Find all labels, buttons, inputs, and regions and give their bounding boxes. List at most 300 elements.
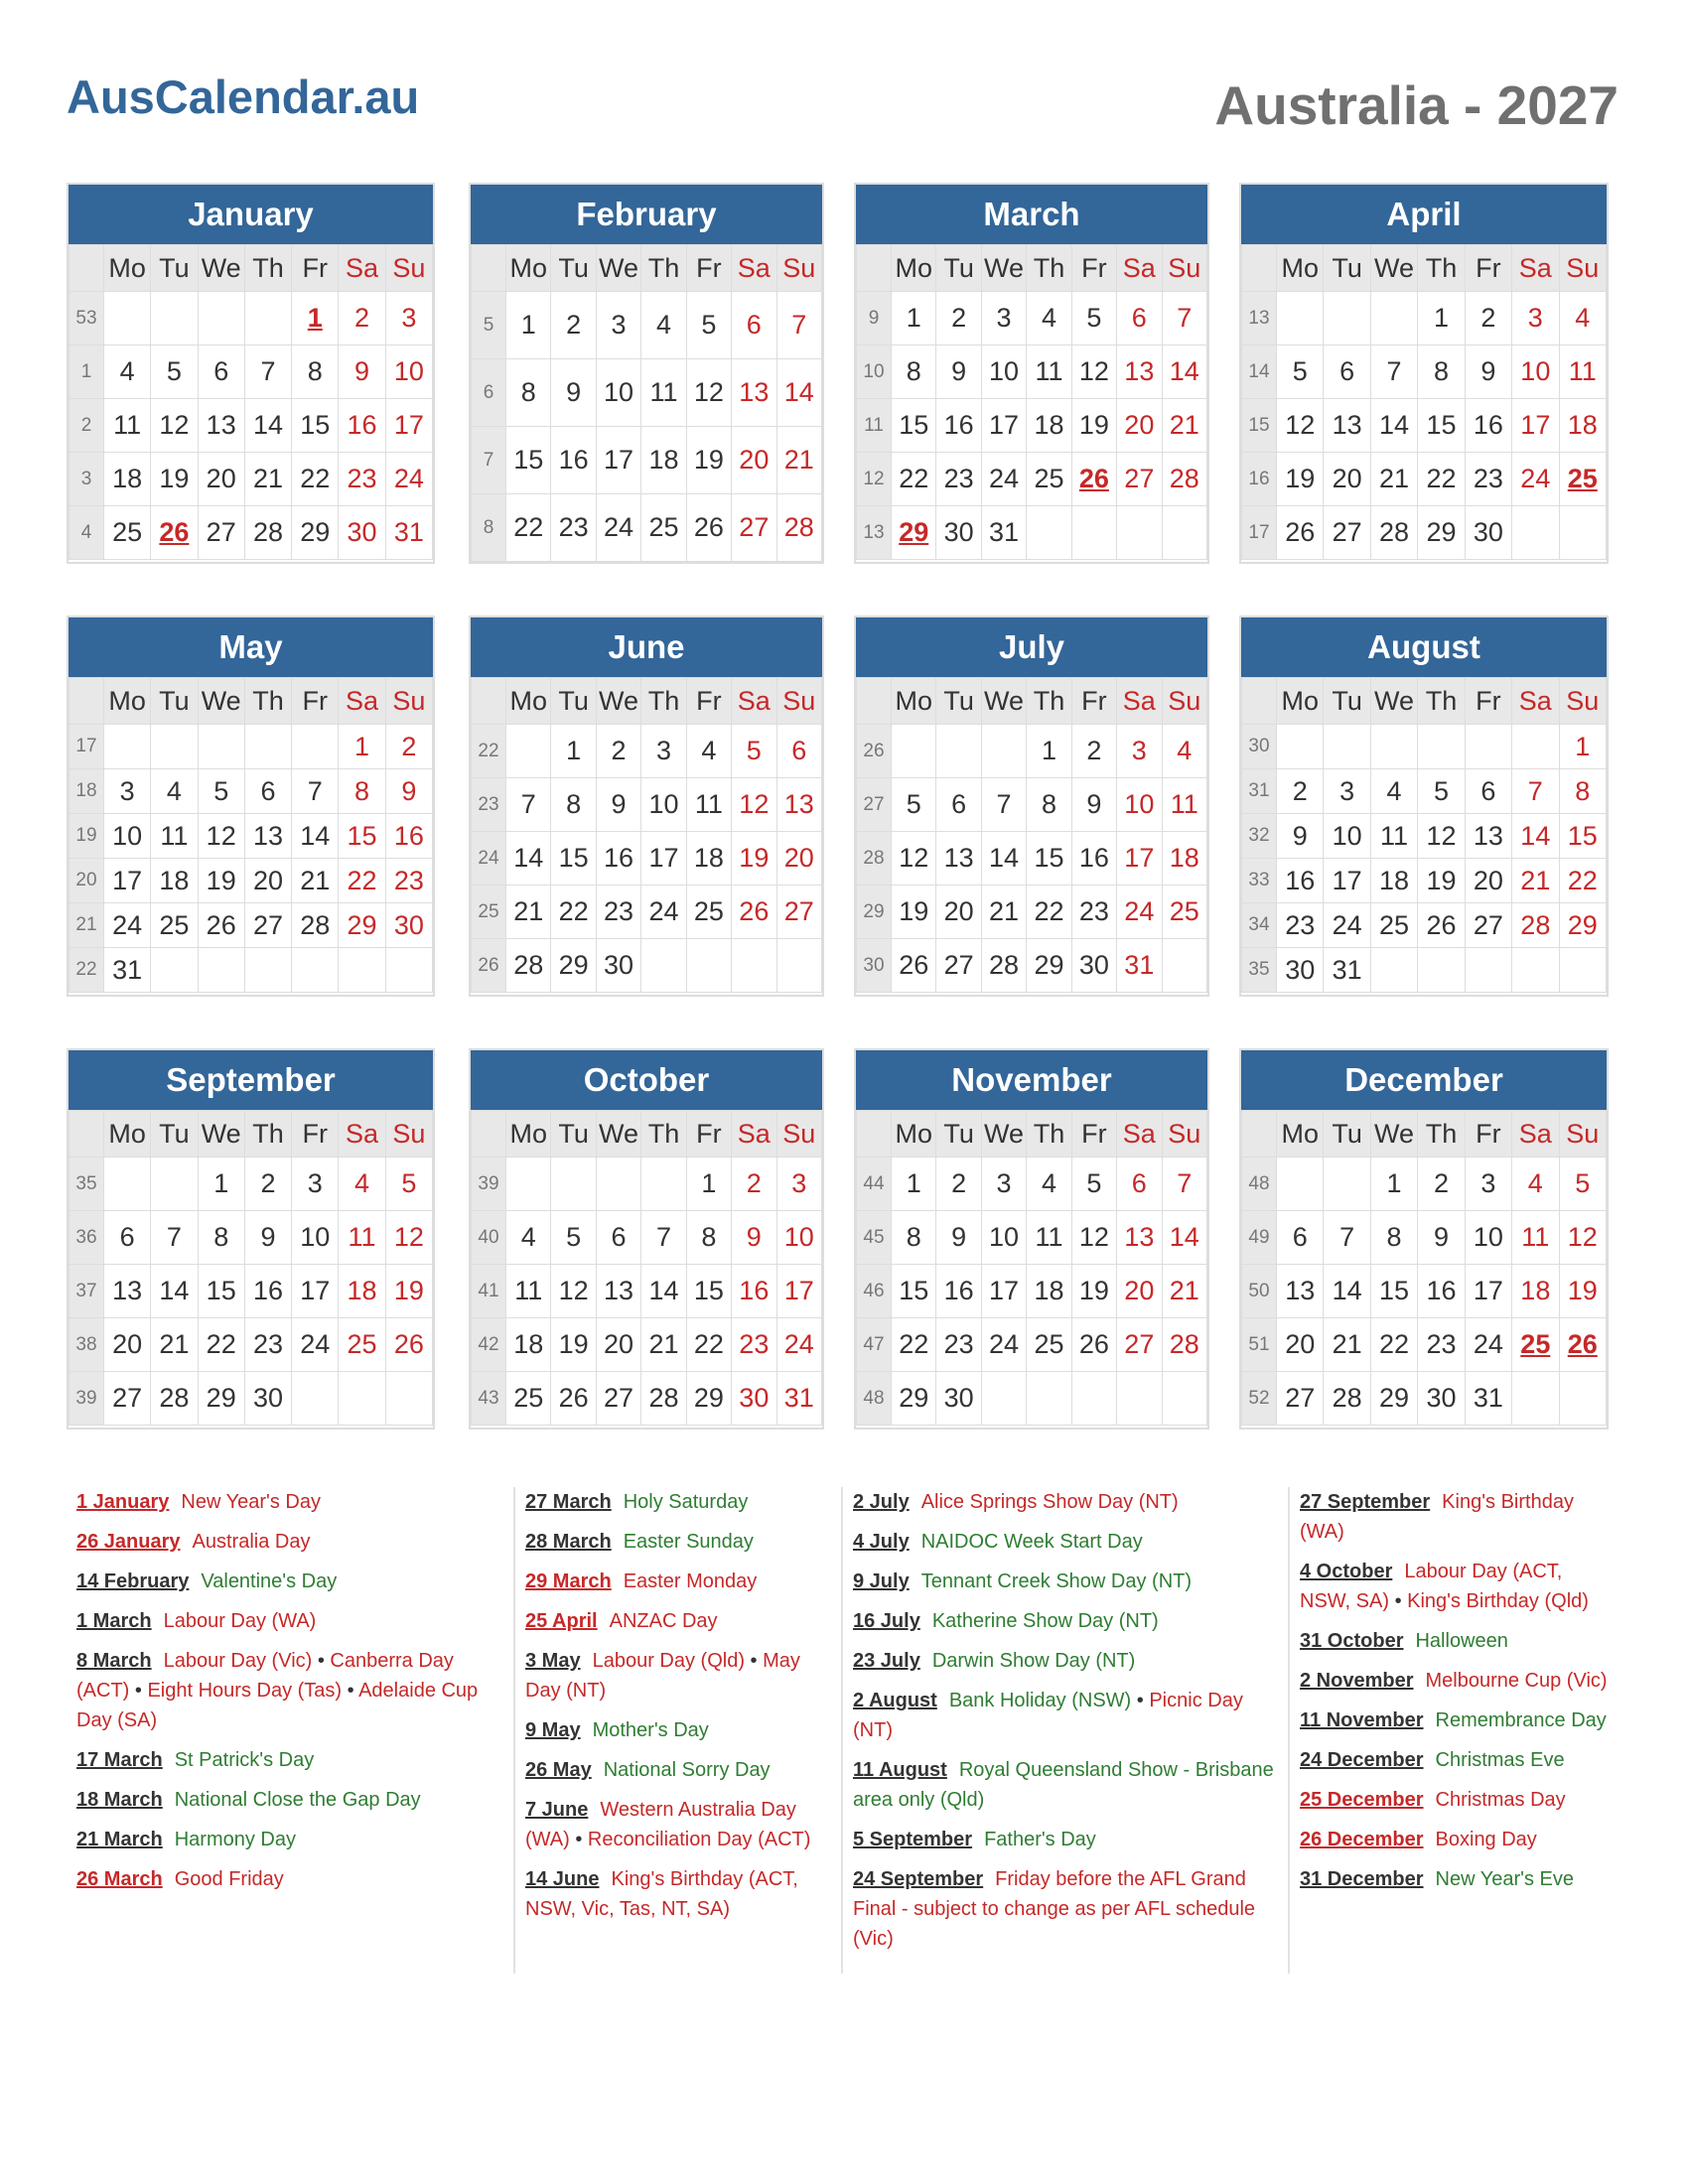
day-cell[interactable]: 17 xyxy=(641,832,686,886)
day-cell[interactable]: 16 xyxy=(1418,1265,1465,1318)
day-cell[interactable]: 14 xyxy=(1512,814,1559,859)
day-cell[interactable]: 29 xyxy=(892,506,936,560)
day-cell[interactable]: 17 xyxy=(776,1265,821,1318)
day-cell[interactable]: 4 xyxy=(506,1211,551,1265)
day-cell[interactable]: 20 xyxy=(936,886,981,939)
day-cell[interactable]: 3 xyxy=(1117,725,1162,778)
day-cell[interactable]: 9 xyxy=(1071,778,1116,832)
day-cell[interactable]: 15 xyxy=(1559,814,1606,859)
day-cell[interactable]: 7 xyxy=(641,1211,686,1265)
day-cell[interactable]: 12 xyxy=(1418,814,1465,859)
day-cell[interactable]: 12 xyxy=(732,778,776,832)
day-cell[interactable]: 12 xyxy=(1071,1211,1116,1265)
day-cell[interactable]: 25 xyxy=(151,903,198,948)
day-cell[interactable]: 5 xyxy=(1559,1158,1606,1211)
day-cell[interactable]: 8 xyxy=(339,769,385,814)
day-cell[interactable]: 27 xyxy=(732,494,776,562)
day-cell[interactable]: 14 xyxy=(244,399,291,453)
day-cell[interactable]: 20 xyxy=(732,427,776,494)
day-cell[interactable]: 30 xyxy=(596,939,640,993)
day-cell[interactable]: 22 xyxy=(892,453,936,506)
day-cell[interactable]: 20 xyxy=(776,832,821,886)
day-cell[interactable]: 8 xyxy=(892,345,936,399)
day-cell[interactable]: 18 xyxy=(1027,1265,1071,1318)
day-cell[interactable]: 3 xyxy=(981,292,1026,345)
day-cell[interactable]: 18 xyxy=(1370,859,1417,903)
day-cell[interactable]: 16 xyxy=(339,399,385,453)
day-cell[interactable]: 19 xyxy=(151,453,198,506)
day-cell[interactable]: 29 xyxy=(551,939,596,993)
day-cell[interactable]: 9 xyxy=(1277,814,1324,859)
day-cell[interactable]: 23 xyxy=(936,453,981,506)
day-cell[interactable]: 19 xyxy=(1277,453,1324,506)
day-cell[interactable]: 30 xyxy=(1418,1372,1465,1426)
day-cell[interactable]: 9 xyxy=(244,1211,291,1265)
day-cell[interactable]: 4 xyxy=(151,769,198,814)
day-cell[interactable]: 21 xyxy=(1512,859,1559,903)
day-cell[interactable]: 1 xyxy=(1418,292,1465,345)
day-cell[interactable]: 27 xyxy=(244,903,291,948)
day-cell[interactable]: 5 xyxy=(686,292,731,359)
day-cell[interactable]: 1 xyxy=(1559,725,1606,769)
day-cell[interactable]: 11 xyxy=(1027,345,1071,399)
day-cell[interactable]: 5 xyxy=(892,778,936,832)
day-cell[interactable]: 20 xyxy=(1465,859,1511,903)
day-cell[interactable]: 27 xyxy=(1465,903,1511,948)
day-cell[interactable]: 28 xyxy=(506,939,551,993)
day-cell[interactable]: 4 xyxy=(641,292,686,359)
day-cell[interactable]: 5 xyxy=(1277,345,1324,399)
day-cell[interactable]: 9 xyxy=(732,1211,776,1265)
day-cell[interactable]: 14 xyxy=(776,359,821,427)
day-cell[interactable]: 9 xyxy=(936,1211,981,1265)
day-cell[interactable]: 3 xyxy=(981,1158,1026,1211)
day-cell[interactable]: 8 xyxy=(551,778,596,832)
day-cell[interactable]: 16 xyxy=(936,399,981,453)
day-cell[interactable]: 30 xyxy=(385,903,432,948)
day-cell[interactable]: 17 xyxy=(1512,399,1559,453)
day-cell[interactable]: 21 xyxy=(981,886,1026,939)
day-cell[interactable]: 25 xyxy=(506,1372,551,1426)
day-cell[interactable]: 25 xyxy=(1370,903,1417,948)
day-cell[interactable]: 28 xyxy=(1370,506,1417,560)
day-cell[interactable]: 20 xyxy=(1324,453,1370,506)
day-cell[interactable]: 13 xyxy=(732,359,776,427)
day-cell[interactable]: 6 xyxy=(596,1211,640,1265)
day-cell[interactable]: 15 xyxy=(198,1265,244,1318)
day-cell[interactable]: 2 xyxy=(551,292,596,359)
day-cell[interactable]: 21 xyxy=(1370,453,1417,506)
day-cell[interactable]: 9 xyxy=(385,769,432,814)
day-cell[interactable]: 24 xyxy=(776,1318,821,1372)
day-cell[interactable]: 5 xyxy=(198,769,244,814)
day-cell[interactable]: 14 xyxy=(641,1265,686,1318)
day-cell[interactable]: 23 xyxy=(244,1318,291,1372)
day-cell[interactable]: 15 xyxy=(1027,832,1071,886)
day-cell[interactable]: 24 xyxy=(104,903,151,948)
day-cell[interactable]: 28 xyxy=(292,903,339,948)
day-cell[interactable]: 3 xyxy=(104,769,151,814)
site-logo[interactable]: AusCalendar.au xyxy=(67,70,420,123)
day-cell[interactable]: 30 xyxy=(732,1372,776,1426)
day-cell[interactable]: 22 xyxy=(339,859,385,903)
day-cell[interactable]: 31 xyxy=(776,1372,821,1426)
day-cell[interactable]: 14 xyxy=(1370,399,1417,453)
day-cell[interactable]: 2 xyxy=(732,1158,776,1211)
day-cell[interactable]: 26 xyxy=(198,903,244,948)
day-cell[interactable]: 13 xyxy=(244,814,291,859)
day-cell[interactable]: 6 xyxy=(936,778,981,832)
day-cell[interactable]: 26 xyxy=(551,1372,596,1426)
day-cell[interactable]: 11 xyxy=(686,778,731,832)
day-cell[interactable]: 22 xyxy=(506,494,551,562)
day-cell[interactable]: 27 xyxy=(1277,1372,1324,1426)
day-cell[interactable]: 25 xyxy=(686,886,731,939)
day-cell[interactable]: 23 xyxy=(1071,886,1116,939)
day-cell[interactable]: 13 xyxy=(776,778,821,832)
day-cell[interactable]: 28 xyxy=(641,1372,686,1426)
day-cell[interactable]: 30 xyxy=(1465,506,1511,560)
day-cell[interactable]: 6 xyxy=(1324,345,1370,399)
day-cell[interactable]: 27 xyxy=(776,886,821,939)
day-cell[interactable]: 6 xyxy=(1465,769,1511,814)
day-cell[interactable]: 13 xyxy=(596,1265,640,1318)
day-cell[interactable]: 20 xyxy=(1277,1318,1324,1372)
day-cell[interactable]: 15 xyxy=(1418,399,1465,453)
day-cell[interactable]: 30 xyxy=(244,1372,291,1426)
day-cell[interactable]: 25 xyxy=(104,506,151,560)
day-cell[interactable]: 3 xyxy=(1512,292,1559,345)
day-cell[interactable]: 18 xyxy=(1559,399,1606,453)
day-cell[interactable]: 22 xyxy=(1370,1318,1417,1372)
day-cell[interactable]: 18 xyxy=(1512,1265,1559,1318)
day-cell[interactable]: 17 xyxy=(1324,859,1370,903)
day-cell[interactable]: 8 xyxy=(686,1211,731,1265)
day-cell[interactable]: 1 xyxy=(198,1158,244,1211)
day-cell[interactable]: 6 xyxy=(244,769,291,814)
day-cell[interactable]: 5 xyxy=(1071,292,1116,345)
day-cell[interactable]: 18 xyxy=(339,1265,385,1318)
day-cell[interactable]: 8 xyxy=(1559,769,1606,814)
day-cell[interactable]: 20 xyxy=(1117,399,1162,453)
day-cell[interactable]: 4 xyxy=(1512,1158,1559,1211)
day-cell[interactable]: 12 xyxy=(1559,1211,1606,1265)
day-cell[interactable]: 22 xyxy=(292,453,339,506)
day-cell[interactable]: 3 xyxy=(596,292,640,359)
day-cell[interactable]: 13 xyxy=(1277,1265,1324,1318)
day-cell[interactable]: 28 xyxy=(776,494,821,562)
day-cell[interactable]: 11 xyxy=(339,1211,385,1265)
day-cell[interactable]: 8 xyxy=(198,1211,244,1265)
day-cell[interactable]: 3 xyxy=(292,1158,339,1211)
day-cell[interactable]: 23 xyxy=(385,859,432,903)
day-cell[interactable]: 21 xyxy=(641,1318,686,1372)
day-cell[interactable]: 22 xyxy=(892,1318,936,1372)
day-cell[interactable]: 17 xyxy=(981,399,1026,453)
day-cell[interactable]: 19 xyxy=(1071,399,1116,453)
day-cell[interactable]: 6 xyxy=(198,345,244,399)
day-cell[interactable]: 25 xyxy=(339,1318,385,1372)
day-cell[interactable]: 20 xyxy=(1117,1265,1162,1318)
day-cell[interactable]: 19 xyxy=(732,832,776,886)
day-cell[interactable]: 2 xyxy=(936,1158,981,1211)
day-cell[interactable]: 9 xyxy=(339,345,385,399)
day-cell[interactable]: 21 xyxy=(1162,1265,1206,1318)
day-cell[interactable]: 11 xyxy=(1370,814,1417,859)
day-cell[interactable]: 16 xyxy=(596,832,640,886)
day-cell[interactable]: 8 xyxy=(892,1211,936,1265)
day-cell[interactable]: 21 xyxy=(151,1318,198,1372)
day-cell[interactable]: 5 xyxy=(732,725,776,778)
day-cell[interactable]: 17 xyxy=(1465,1265,1511,1318)
day-cell[interactable]: 12 xyxy=(198,814,244,859)
day-cell[interactable]: 18 xyxy=(641,427,686,494)
day-cell[interactable]: 19 xyxy=(551,1318,596,1372)
day-cell[interactable]: 1 xyxy=(292,292,339,345)
day-cell[interactable]: 26 xyxy=(732,886,776,939)
day-cell[interactable]: 15 xyxy=(551,832,596,886)
day-cell[interactable]: 2 xyxy=(385,725,432,769)
day-cell[interactable]: 18 xyxy=(151,859,198,903)
day-cell[interactable]: 14 xyxy=(1162,1211,1206,1265)
day-cell[interactable]: 2 xyxy=(936,292,981,345)
day-cell[interactable]: 26 xyxy=(1071,1318,1116,1372)
day-cell[interactable]: 2 xyxy=(244,1158,291,1211)
day-cell[interactable]: 7 xyxy=(151,1211,198,1265)
day-cell[interactable]: 27 xyxy=(936,939,981,993)
day-cell[interactable]: 5 xyxy=(551,1211,596,1265)
day-cell[interactable]: 8 xyxy=(1370,1211,1417,1265)
day-cell[interactable]: 2 xyxy=(1071,725,1116,778)
day-cell[interactable]: 26 xyxy=(1071,453,1116,506)
day-cell[interactable]: 29 xyxy=(1418,506,1465,560)
day-cell[interactable]: 20 xyxy=(198,453,244,506)
day-cell[interactable]: 21 xyxy=(1324,1318,1370,1372)
day-cell[interactable]: 14 xyxy=(1324,1265,1370,1318)
day-cell[interactable]: 23 xyxy=(596,886,640,939)
day-cell[interactable]: 10 xyxy=(385,345,432,399)
day-cell[interactable]: 26 xyxy=(1559,1318,1606,1372)
day-cell[interactable]: 25 xyxy=(1027,453,1071,506)
day-cell[interactable]: 5 xyxy=(151,345,198,399)
day-cell[interactable]: 10 xyxy=(104,814,151,859)
day-cell[interactable]: 28 xyxy=(151,1372,198,1426)
day-cell[interactable]: 1 xyxy=(892,1158,936,1211)
day-cell[interactable]: 16 xyxy=(551,427,596,494)
day-cell[interactable]: 13 xyxy=(104,1265,151,1318)
day-cell[interactable]: 25 xyxy=(1162,886,1206,939)
day-cell[interactable]: 28 xyxy=(1162,1318,1206,1372)
day-cell[interactable]: 24 xyxy=(981,453,1026,506)
day-cell[interactable]: 16 xyxy=(732,1265,776,1318)
day-cell[interactable]: 14 xyxy=(1162,345,1206,399)
day-cell[interactable]: 15 xyxy=(339,814,385,859)
day-cell[interactable]: 27 xyxy=(1117,1318,1162,1372)
day-cell[interactable]: 13 xyxy=(1324,399,1370,453)
day-cell[interactable]: 4 xyxy=(339,1158,385,1211)
day-cell[interactable]: 24 xyxy=(641,886,686,939)
day-cell[interactable]: 11 xyxy=(641,359,686,427)
day-cell[interactable]: 19 xyxy=(1071,1265,1116,1318)
day-cell[interactable]: 9 xyxy=(936,345,981,399)
day-cell[interactable]: 2 xyxy=(596,725,640,778)
day-cell[interactable]: 13 xyxy=(1117,1211,1162,1265)
day-cell[interactable]: 11 xyxy=(506,1265,551,1318)
day-cell[interactable]: 17 xyxy=(385,399,432,453)
day-cell[interactable]: 19 xyxy=(1418,859,1465,903)
day-cell[interactable]: 30 xyxy=(936,1372,981,1426)
day-cell[interactable]: 3 xyxy=(641,725,686,778)
day-cell[interactable]: 12 xyxy=(1277,399,1324,453)
day-cell[interactable]: 27 xyxy=(596,1372,640,1426)
day-cell[interactable]: 3 xyxy=(1324,769,1370,814)
day-cell[interactable]: 11 xyxy=(1162,778,1206,832)
day-cell[interactable]: 19 xyxy=(1559,1265,1606,1318)
day-cell[interactable]: 8 xyxy=(1418,345,1465,399)
day-cell[interactable]: 1 xyxy=(506,292,551,359)
day-cell[interactable]: 28 xyxy=(1162,453,1206,506)
day-cell[interactable]: 16 xyxy=(936,1265,981,1318)
day-cell[interactable]: 6 xyxy=(1117,1158,1162,1211)
day-cell[interactable]: 19 xyxy=(385,1265,432,1318)
day-cell[interactable]: 15 xyxy=(686,1265,731,1318)
day-cell[interactable]: 17 xyxy=(104,859,151,903)
day-cell[interactable]: 11 xyxy=(1027,1211,1071,1265)
day-cell[interactable]: 7 xyxy=(1162,292,1206,345)
day-cell[interactable]: 6 xyxy=(1277,1211,1324,1265)
day-cell[interactable]: 1 xyxy=(551,725,596,778)
day-cell[interactable]: 12 xyxy=(151,399,198,453)
day-cell[interactable]: 22 xyxy=(1559,859,1606,903)
day-cell[interactable]: 1 xyxy=(1370,1158,1417,1211)
day-cell[interactable]: 14 xyxy=(506,832,551,886)
day-cell[interactable]: 24 xyxy=(981,1318,1026,1372)
day-cell[interactable]: 10 xyxy=(1465,1211,1511,1265)
day-cell[interactable]: 30 xyxy=(1071,939,1116,993)
day-cell[interactable]: 28 xyxy=(244,506,291,560)
day-cell[interactable]: 12 xyxy=(551,1265,596,1318)
day-cell[interactable]: 23 xyxy=(1277,903,1324,948)
day-cell[interactable]: 10 xyxy=(981,1211,1026,1265)
day-cell[interactable]: 10 xyxy=(1324,814,1370,859)
day-cell[interactable]: 24 xyxy=(596,494,640,562)
day-cell[interactable]: 26 xyxy=(1418,903,1465,948)
day-cell[interactable]: 9 xyxy=(1465,345,1511,399)
day-cell[interactable]: 16 xyxy=(1277,859,1324,903)
day-cell[interactable]: 10 xyxy=(776,1211,821,1265)
day-cell[interactable]: 31 xyxy=(1117,939,1162,993)
day-cell[interactable]: 16 xyxy=(1465,399,1511,453)
day-cell[interactable]: 7 xyxy=(776,292,821,359)
day-cell[interactable]: 22 xyxy=(1027,886,1071,939)
day-cell[interactable]: 9 xyxy=(596,778,640,832)
day-cell[interactable]: 19 xyxy=(198,859,244,903)
day-cell[interactable]: 26 xyxy=(892,939,936,993)
day-cell[interactable]: 9 xyxy=(1418,1211,1465,1265)
day-cell[interactable]: 13 xyxy=(1117,345,1162,399)
day-cell[interactable]: 27 xyxy=(1324,506,1370,560)
day-cell[interactable]: 1 xyxy=(1027,725,1071,778)
day-cell[interactable]: 8 xyxy=(506,359,551,427)
day-cell[interactable]: 4 xyxy=(104,345,151,399)
day-cell[interactable]: 21 xyxy=(292,859,339,903)
day-cell[interactable]: 23 xyxy=(551,494,596,562)
day-cell[interactable]: 21 xyxy=(506,886,551,939)
day-cell[interactable]: 31 xyxy=(981,506,1026,560)
day-cell[interactable]: 14 xyxy=(981,832,1026,886)
day-cell[interactable]: 29 xyxy=(198,1372,244,1426)
day-cell[interactable]: 22 xyxy=(198,1318,244,1372)
day-cell[interactable]: 4 xyxy=(1370,769,1417,814)
day-cell[interactable]: 13 xyxy=(198,399,244,453)
day-cell[interactable]: 11 xyxy=(151,814,198,859)
day-cell[interactable]: 3 xyxy=(1465,1158,1511,1211)
day-cell[interactable]: 4 xyxy=(1027,1158,1071,1211)
day-cell[interactable]: 27 xyxy=(198,506,244,560)
day-cell[interactable]: 24 xyxy=(1512,453,1559,506)
day-cell[interactable]: 8 xyxy=(292,345,339,399)
day-cell[interactable]: 19 xyxy=(686,427,731,494)
day-cell[interactable]: 25 xyxy=(641,494,686,562)
day-cell[interactable]: 20 xyxy=(244,859,291,903)
day-cell[interactable]: 12 xyxy=(892,832,936,886)
day-cell[interactable]: 26 xyxy=(151,506,198,560)
day-cell[interactable]: 8 xyxy=(1027,778,1071,832)
day-cell[interactable]: 13 xyxy=(1465,814,1511,859)
day-cell[interactable]: 29 xyxy=(1027,939,1071,993)
day-cell[interactable]: 2 xyxy=(1465,292,1511,345)
day-cell[interactable]: 7 xyxy=(1162,1158,1206,1211)
day-cell[interactable]: 14 xyxy=(292,814,339,859)
day-cell[interactable]: 25 xyxy=(1559,453,1606,506)
day-cell[interactable]: 1 xyxy=(892,292,936,345)
day-cell[interactable]: 10 xyxy=(292,1211,339,1265)
day-cell[interactable]: 27 xyxy=(104,1372,151,1426)
day-cell[interactable]: 24 xyxy=(1117,886,1162,939)
day-cell[interactable]: 6 xyxy=(732,292,776,359)
day-cell[interactable]: 12 xyxy=(385,1211,432,1265)
day-cell[interactable]: 23 xyxy=(1418,1318,1465,1372)
day-cell[interactable]: 28 xyxy=(1324,1372,1370,1426)
day-cell[interactable]: 4 xyxy=(1027,292,1071,345)
day-cell[interactable]: 6 xyxy=(776,725,821,778)
day-cell[interactable]: 1 xyxy=(339,725,385,769)
day-cell[interactable]: 10 xyxy=(596,359,640,427)
day-cell[interactable]: 4 xyxy=(1559,292,1606,345)
day-cell[interactable]: 23 xyxy=(936,1318,981,1372)
day-cell[interactable]: 2 xyxy=(339,292,385,345)
day-cell[interactable]: 7 xyxy=(292,769,339,814)
day-cell[interactable]: 29 xyxy=(892,1372,936,1426)
day-cell[interactable]: 1 xyxy=(686,1158,731,1211)
day-cell[interactable]: 19 xyxy=(892,886,936,939)
day-cell[interactable]: 18 xyxy=(686,832,731,886)
day-cell[interactable]: 24 xyxy=(292,1318,339,1372)
day-cell[interactable]: 21 xyxy=(776,427,821,494)
day-cell[interactable]: 6 xyxy=(1117,292,1162,345)
day-cell[interactable]: 23 xyxy=(339,453,385,506)
day-cell[interactable]: 21 xyxy=(1162,399,1206,453)
day-cell[interactable]: 11 xyxy=(1559,345,1606,399)
day-cell[interactable]: 24 xyxy=(1465,1318,1511,1372)
day-cell[interactable]: 31 xyxy=(1465,1372,1511,1426)
day-cell[interactable]: 7 xyxy=(1370,345,1417,399)
day-cell[interactable]: 5 xyxy=(1071,1158,1116,1211)
day-cell[interactable]: 25 xyxy=(1512,1318,1559,1372)
day-cell[interactable]: 30 xyxy=(339,506,385,560)
day-cell[interactable]: 11 xyxy=(104,399,151,453)
day-cell[interactable]: 30 xyxy=(936,506,981,560)
